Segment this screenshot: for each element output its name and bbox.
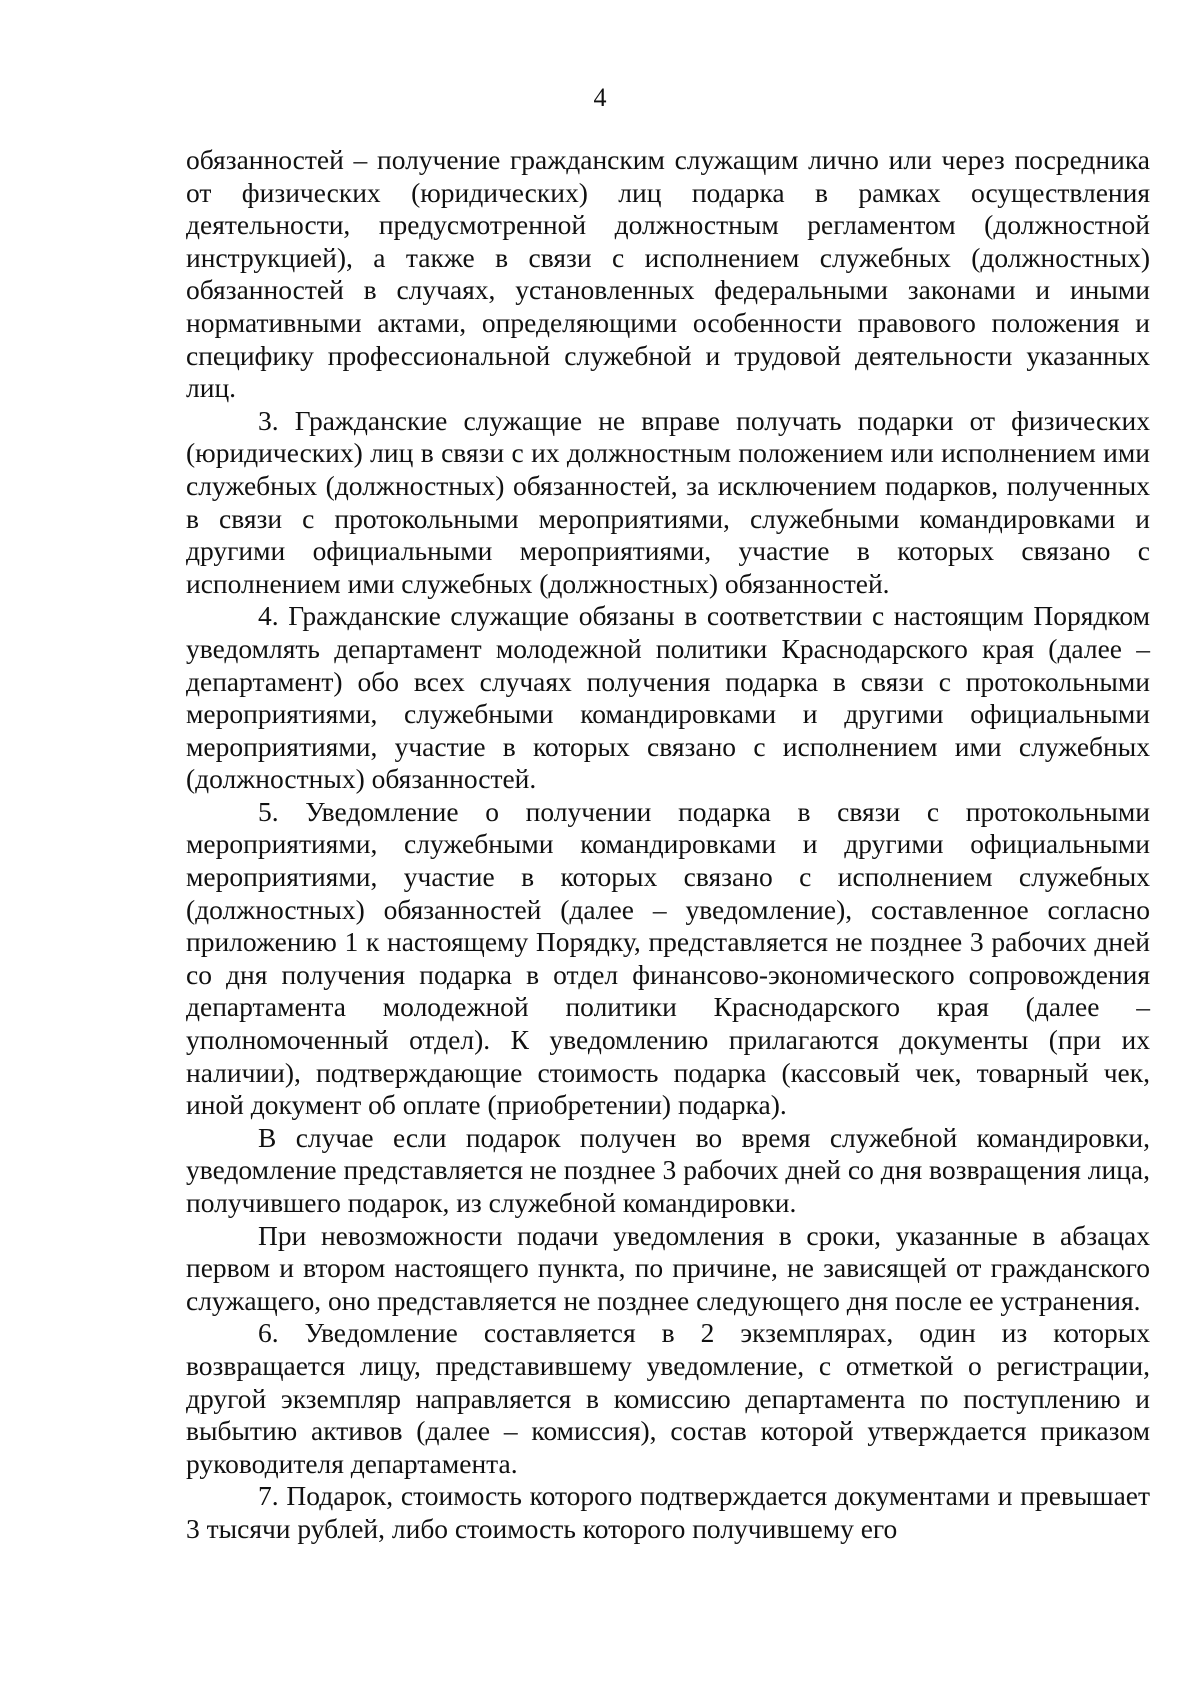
page-number: 4 xyxy=(593,83,607,112)
paragraph-item-5-business-trip: В случае если подарок получен во время служебной командировки, уведомление представляется не позднее 3 рабочих дней со дня возвращения лица, получившего подарок, из служебной командировки. xyxy=(186,1121,1150,1218)
paragraph-item-5-impossibility: При невозможности подачи уведомления в сроки, указанные в абзацах первом и втором настоящего пункта, по причине, не зависящей от гражданского служащего, оно представляется не позднее следующего дня после ее устранения. xyxy=(186,1219,1150,1316)
paragraph-item-5: 5. Уведомление о получении подарка в связи с протокольными мероприятиями, служебными командировками и другими официальными мероприятиями, участие в которых связано с исполнением служебных (должностных) обязанностей (далее – уведомление), составленное согласно приложению 1 к настоящему Порядку, представляется не позднее 3 рабочих дней со дня получения подарка в отдел финансово-экономического сопровождения департамента молодежной политики Краснодарского края (далее – уполномоченный отдел). К уведомлению прилагаются документы (при их наличии), подтверждающие стоимость подарка (кассовый чек, товарный чек, иной документ об оплате (приобретении) подарка). xyxy=(186,795,1150,1121)
document-body xyxy=(186,144,1150,1546)
paragraph-item-3: 3. Гражданские служащие не вправе получать подарки от физических (юридических) лиц в связи с их должностным положением или исполнением ими служебных (должностных) обязанностей, за исключением подарков, полученных в связи с протокольными мероприятиями, служебными командировками и другими официальными мероприятиями, участие в которых связано с исполнением ими служебных (должностных) обязанностей. xyxy=(186,404,1150,599)
paragraph-item-7: 7. Подарок, стоимость которого подтверждается документами и превышает 3 тысячи рублей, либо стоимость которого получившему его xyxy=(186,1480,1150,1544)
paragraph-continuation: обязанностей – получение гражданским служащим лично или через посредника от физических (юридических) лиц подарка в рамках осуществления деятельности, предусмотренной должностным регламентом (должностной инструкцией), а также в связи с исполнением служебных (должностных) обязанностей в случаях, установленных федеральными законами и иными нормативными актами, определяющими особенности правового положения и специфику профессиональной служебной и трудовой деятельности указанных лиц. xyxy=(186,144,1150,404)
paragraph-item-4: 4. Гражданские служащие обязаны в соответствии с настоящим Порядком уведомлять департамент молодежной политики Краснодарского края (далее – департамент) обо всех случаях получения подарка в связи с протокольными мероприятиями, служебными командировками и другими официальными мероприятиями, участие в которых связано с исполнением ими служебных (должностных) обязанностей. xyxy=(186,600,1150,795)
paragraph-item-6: 6. Уведомление составляется в 2 экземплярах, один из которых возвращается лицу, представившему уведомление, с отметкой о регистрации, другой экземпляр направляется в комиссию департамента по поступлению и выбытию активов (далее – комиссия), состав которой утверждается приказом руководителя департамента. xyxy=(186,1317,1150,1479)
